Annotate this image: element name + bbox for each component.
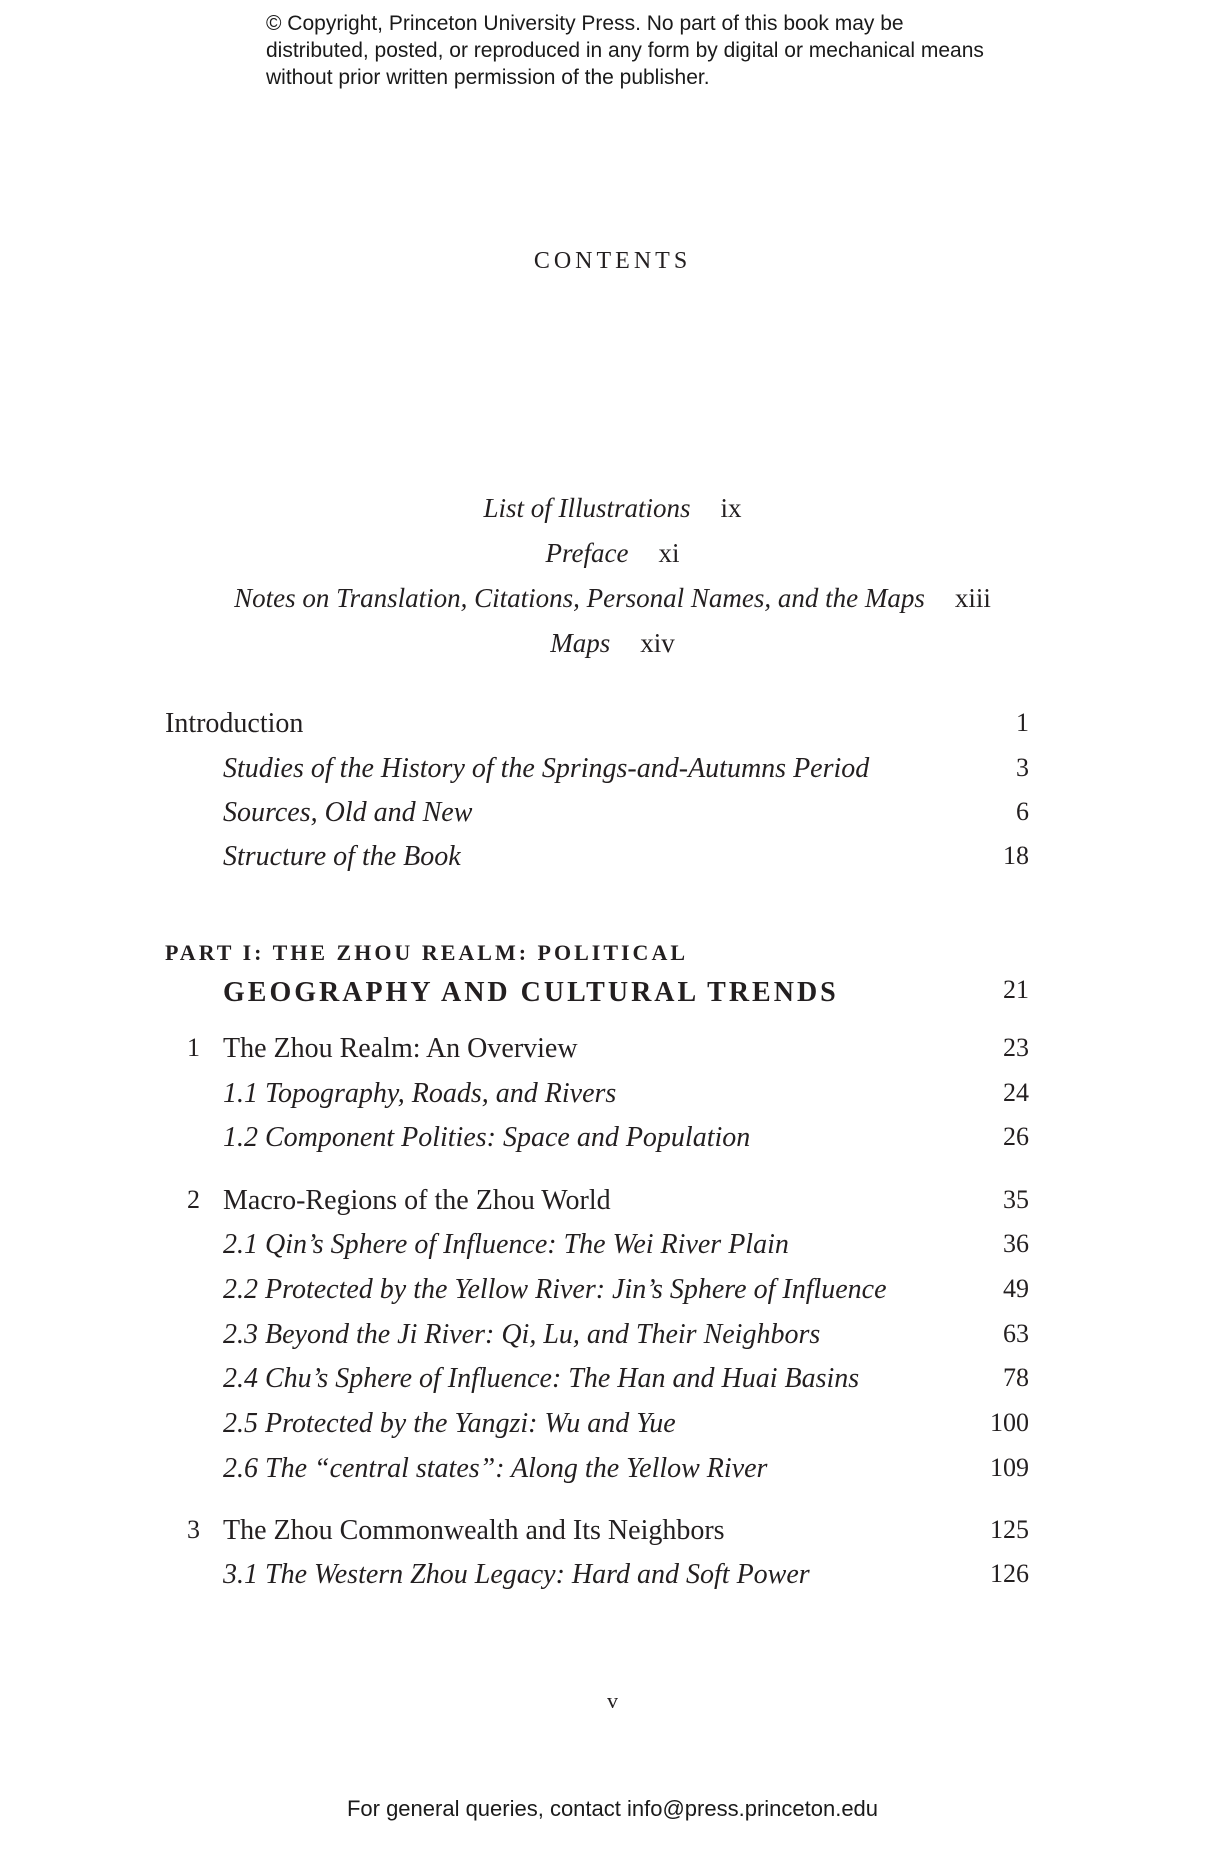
fm-title: Preface (545, 538, 629, 568)
toc-chapter (0, 1185, 1225, 1225)
toc-section (0, 1078, 1225, 1118)
section-title: 2.3 Beyond the Ji River: Qi, Lu, and Their Neighbors (223, 1319, 821, 1350)
toc-section (0, 1274, 1225, 1314)
section-page: 49 (1003, 1274, 1029, 1303)
chapter-page: 125 (990, 1515, 1029, 1544)
toc-section (0, 1559, 1225, 1599)
toc-section (0, 1408, 1225, 1448)
section-page: 3 (1016, 753, 1029, 782)
chapter-page: 23 (1003, 1033, 1029, 1062)
fm-title: Maps (550, 628, 611, 658)
fm-entry-notes (0, 583, 1225, 614)
fm-page: xiv (640, 628, 675, 658)
section-title: Sources, Old and New (223, 797, 473, 828)
section-page: 6 (1016, 797, 1029, 826)
chapter-title: Macro-Regions of the Zhou World (223, 1185, 611, 1216)
section-page: 36 (1003, 1229, 1029, 1258)
toc-entry-introduction (0, 708, 1225, 748)
fm-title: List of Illustrations (483, 493, 691, 523)
section-title: 2.6 The “central states”: Along the Yellow River (223, 1453, 768, 1484)
part-heading (0, 975, 1225, 1015)
toc-section (0, 1229, 1225, 1269)
section-title: Structure of the Book (223, 841, 461, 872)
fm-title: Notes on Translation, Citations, Personal Names, and the Maps (234, 583, 925, 613)
toc-section (0, 1319, 1225, 1359)
part-heading-line1: PART I: THE ZHOU REALM: POLITICAL (165, 940, 689, 965)
part-page: 21 (1003, 975, 1029, 1004)
toc-chapter (0, 1033, 1225, 1073)
fm-page: xi (658, 538, 680, 568)
toc-section (0, 1122, 1225, 1162)
toc-section (0, 797, 1225, 837)
copyright-notice: © Copyright, Princeton University Press. No part of this book may be distributed, posted, or reproduced in any form by digital or mechanical means without prior written permission of the publisher. (266, 12, 984, 89)
fm-entry-illustrations (0, 493, 1225, 524)
section-page: 63 (1003, 1319, 1029, 1348)
toc-section (0, 753, 1225, 793)
section-page: 24 (1003, 1078, 1029, 1107)
chapter-number: 2 (187, 1185, 200, 1214)
chapter-title: The Zhou Commonwealth and Its Neighbors (223, 1515, 725, 1546)
section-title: 1.1 Topography, Roads, and Rivers (223, 1078, 617, 1109)
fm-entry-maps (0, 628, 1225, 659)
footer-contact: For general queries, contact info@press.princeton.edu (346, 1796, 879, 1821)
toc-section (0, 841, 1225, 881)
part-heading-line2: GEOGRAPHY AND CULTURAL TRENDS (223, 977, 839, 1008)
section-page: 126 (990, 1559, 1029, 1588)
section-page: 109 (990, 1453, 1029, 1482)
section-page: 100 (990, 1408, 1029, 1437)
section-title: 2.1 Qin’s Sphere of Influence: The Wei River Plain (223, 1229, 789, 1260)
section-title: 2.5 Protected by the Yangzi: Wu and Yue (223, 1408, 676, 1439)
section-title: 2.4 Chu’s Sphere of Influence: The Han and Huai Basins (223, 1363, 860, 1394)
section-page: 18 (1003, 841, 1029, 870)
section-title: 2.2 Protected by the Yellow River: Jin’s Sphere of Influence (223, 1274, 887, 1305)
chapter-number: 1 (187, 1033, 200, 1062)
section-title: Studies of the History of the Springs-and-Autumns Period (223, 753, 870, 784)
toc-chapter (0, 1515, 1225, 1555)
section-page: 26 (1003, 1122, 1029, 1151)
entry-page: 1 (1016, 708, 1029, 737)
fm-entry-preface (0, 538, 1225, 569)
fm-page: xiii (954, 583, 991, 613)
toc-section (0, 1453, 1225, 1493)
section-page: 78 (1003, 1363, 1029, 1392)
chapter-number: 3 (187, 1515, 200, 1544)
chapter-page: 35 (1003, 1185, 1029, 1214)
section-title: 3.1 The Western Zhou Legacy: Hard and Soft Power (223, 1559, 810, 1590)
section-title: 1.2 Component Polities: Space and Population (223, 1122, 751, 1153)
page-number: v (607, 1688, 618, 1713)
fm-page: ix (720, 493, 742, 523)
page-title: CONTENTS (533, 248, 692, 274)
entry-title: Introduction (165, 708, 304, 739)
toc-section (0, 1363, 1225, 1403)
chapter-title: The Zhou Realm: An Overview (223, 1033, 578, 1064)
